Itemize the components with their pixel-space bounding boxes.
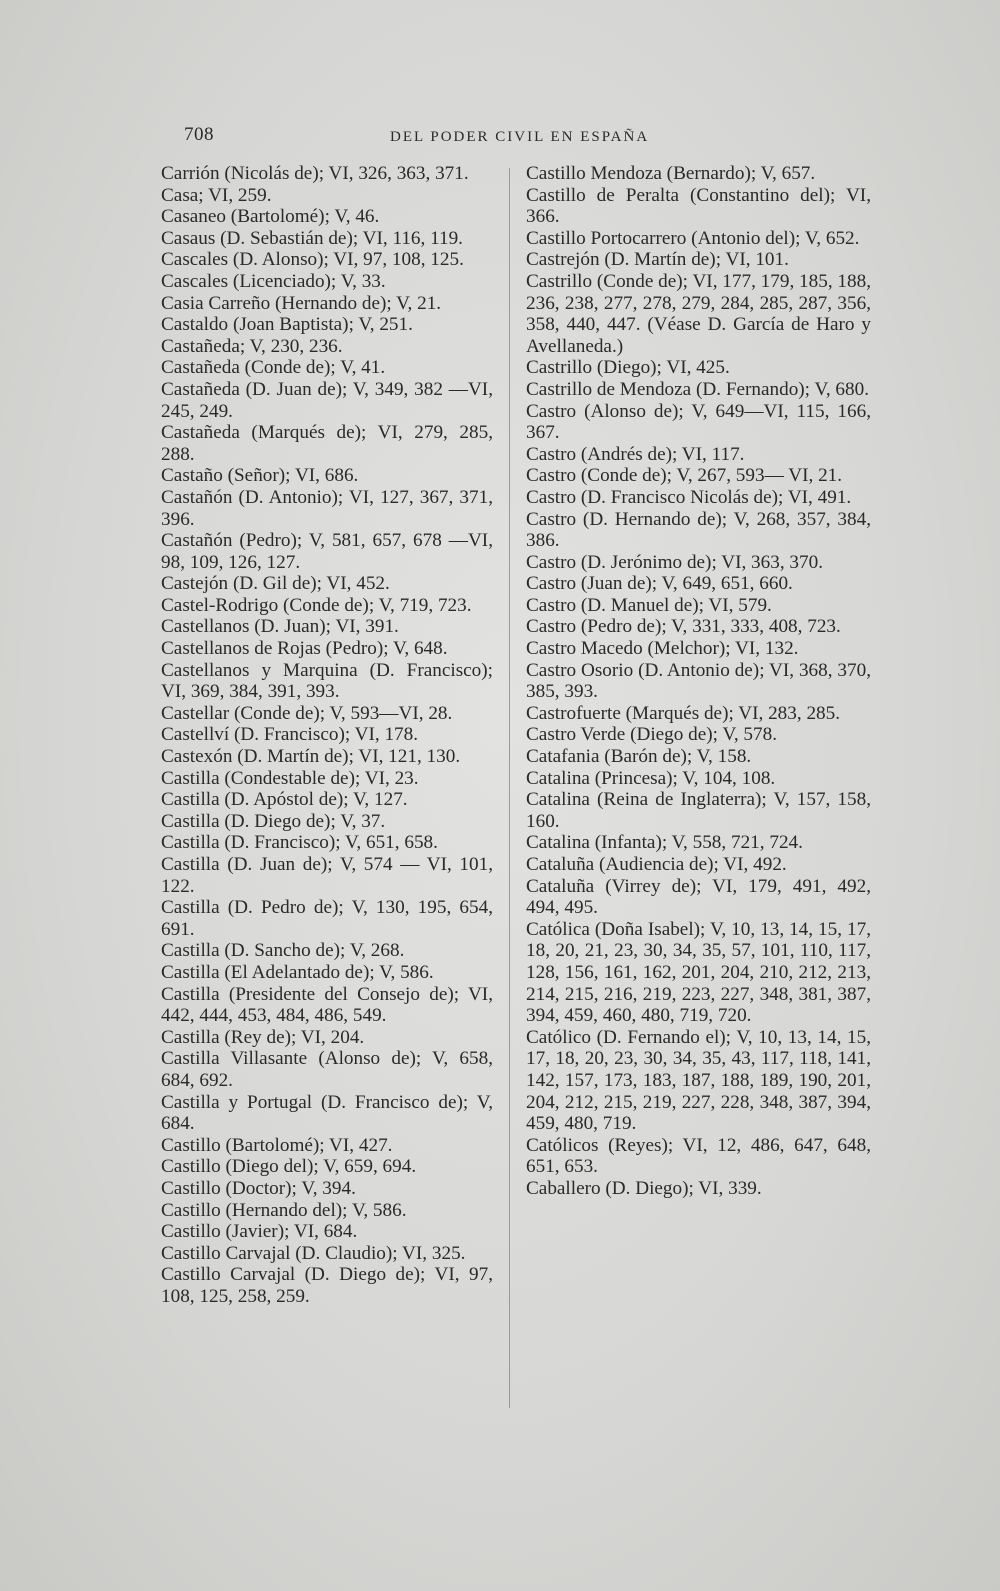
index-entry: Catalina (Princesa); V, 104, 108. bbox=[526, 767, 776, 789]
index-entry: Castilla (Presidente del Consejo de); VI, 442, 444, 453, 484, 486, 549. bbox=[161, 983, 493, 1027]
index-entry: Castro (D. Manuel de); VI, 579. bbox=[526, 594, 772, 616]
index-entry: Casaus (D. Sebastián de); VI, 116, 119. bbox=[161, 227, 463, 249]
index-entry: Castro Macedo (Melchor); VI, 132. bbox=[526, 638, 799, 660]
index-entry: Cascales (Licenciado); V, 33. bbox=[161, 270, 386, 292]
index-entry: Castro (Juan de); V, 649, 651, 660. bbox=[526, 573, 793, 595]
index-entry: Castillo (Diego del); V, 659, 694. bbox=[161, 1156, 417, 1178]
index-entry: Castilla (D. Apóstol de); V, 127. bbox=[161, 789, 408, 811]
index-entry: Castro (Conde de); V, 267, 593— VI, 21. bbox=[526, 465, 843, 487]
index-entry: Castañeda (D. Juan de); V, 349, 382 —VI, 245, 249. bbox=[161, 378, 493, 422]
index-entry: Catalina (Reina de Inglaterra); V, 157, 158, 160. bbox=[526, 789, 871, 832]
index-entry: Castañeda (Marqués de); VI, 279, 285, 288. bbox=[161, 422, 493, 465]
index-entry: Castro (D. Jerónimo de); VI, 363, 370. bbox=[526, 551, 824, 573]
index-entry: Castilla Villasante (Alonso de); V, 658, 684, 692. bbox=[161, 1048, 493, 1091]
index-entry: Castilla (D. Francisco); V, 651, 658. bbox=[161, 832, 438, 854]
index-entry: Castillo Portocarrero (Antonio del); V, 652. bbox=[526, 227, 860, 249]
index-entry: Castrillo (Diego); VI, 425. bbox=[526, 357, 730, 379]
index-entry: Castaldo (Joan Baptista); V, 251. bbox=[161, 314, 413, 336]
index-entry: Castillo de Peralta (Constantino del); VI, 366. bbox=[526, 184, 871, 228]
index-entry: Castillo (Hernando del); V, 586. bbox=[161, 1199, 407, 1221]
index-entry: Católicos (Reyes); VI, 12, 486, 647, 648, 651, 653. bbox=[526, 1134, 871, 1178]
index-entry: Castellanos de Rojas (Pedro); V, 648. bbox=[161, 638, 448, 660]
index-entry: Castañeda; V, 230, 236. bbox=[161, 335, 343, 357]
index-entry: Catalina (Infanta); V, 558, 721, 724. bbox=[526, 832, 803, 854]
index-entry: Castilla (Condestable de); VI, 23. bbox=[161, 767, 419, 789]
index-entry: Castillo (Doctor); V, 394. bbox=[161, 1177, 356, 1199]
index-entry: Castaño (Señor); VI, 686. bbox=[161, 465, 359, 487]
index-entry: Castilla (D. Sancho de); V, 268. bbox=[161, 940, 405, 962]
index-entry: Castillo (Javier); VI, 684. bbox=[161, 1221, 358, 1243]
index-entry: Castellar (Conde de); V, 593—VI, 28. bbox=[161, 702, 453, 724]
index-entry: Castro Osorio (D. Antonio de); VI, 368, 370, 385, 393. bbox=[526, 659, 871, 703]
index-entry: Castellanos y Marquina (D. Francisco); VI, 369, 384, 391, 393. bbox=[161, 659, 493, 703]
index-entry: Casa; VI, 259. bbox=[161, 184, 272, 206]
index-entry: Cataluña (Audiencia de); VI, 492. bbox=[526, 854, 787, 875]
index-entry: Castro (Andrés de); VI, 117. bbox=[526, 443, 745, 465]
index-entry: Castrofuerte (Marqués de); VI, 283, 285. bbox=[526, 702, 841, 724]
left-index-column bbox=[161, 163, 493, 1307]
index-entry: Castilla (D. Pedro de); V, 130, 195, 654, 691. bbox=[161, 897, 493, 940]
index-entry: Cataluña (Virrey de); VI, 179, 491, 492, 494, 495. bbox=[526, 875, 871, 919]
right-index-column bbox=[526, 163, 871, 1200]
index-entry: Castilla y Portugal (D. Francisco de); V, 684. bbox=[161, 1091, 493, 1135]
index-entry: Castañeda (Conde de); V, 41. bbox=[161, 357, 386, 379]
index-entry: Castilla (D. Diego de); V, 37. bbox=[161, 810, 386, 832]
index-entry: Castro (D. Francisco Nicolás de); VI, 491. bbox=[526, 486, 852, 508]
index-entry: Castro Verde (Diego de); V, 578. bbox=[526, 724, 777, 746]
index-entry: Castillo Carvajal (D. Claudio); VI, 325. bbox=[161, 1242, 466, 1264]
index-entry: Castillo Carvajal (D. Diego de); VI, 97, 108, 125, 258, 259. bbox=[161, 1264, 493, 1307]
index-entry: Castilla (El Adelantado de); V, 586. bbox=[161, 961, 434, 983]
index-entry: Castellví (D. Francisco); VI, 178. bbox=[161, 724, 419, 746]
index-entry: Castro (D. Hernando de); V, 268, 357, 384, 386. bbox=[526, 508, 871, 552]
index-entry: Católica (Doña Isabel); V, 10, 13, 14, 15, 17, 18, 20, 21, 23, 30, 34, 35, 57, 101, 110, 117, 128, 156, 161, 162, 201, 204, 210, 212, 213, 214, 215, 216, 219, 223, 227, 348, 381, 387, 394, 459, 460, 480, 719, 720. bbox=[526, 918, 871, 1027]
index-entry: Castrillo (Conde de); VI, 177, 179, 185, 188, 236, 238, 277, 278, 279, 284, 285, 287, 356, 358, 440, 447. (Véase D. García de Haro y Avellaneda.) bbox=[526, 270, 871, 357]
index-entry: Castrillo de Mendoza (D. Fernando); V, 680. bbox=[526, 378, 870, 400]
index-entry: Católico (D. Fernando el); V, 10, 13, 14, 15, 17, 18, 20, 23, 30, 34, 35, 43, 117, 118, 141, 142, 157, 173, 183, 187, 188, 189, 190, 201, 204, 212, 215, 219, 227, 228, 348, 387, 394, 459, 480, 719. bbox=[526, 1026, 871, 1135]
index-entry: Castañón (D. Antonio); VI, 127, 367, 371, 396. bbox=[161, 486, 493, 530]
index-entry: Castillo Mendoza (Bernardo); V, 657. bbox=[526, 163, 816, 184]
index-entry: Carrión (Nicolás de); VI, 326, 363, 371. bbox=[161, 163, 469, 184]
index-entry: Castro (Pedro de); V, 331, 333, 408, 723. bbox=[526, 616, 841, 638]
index-entry: Casaneo (Bartolomé); V, 46. bbox=[161, 206, 380, 228]
index-entry: Cascales (D. Alonso); VI, 97, 108, 125. bbox=[161, 249, 464, 271]
index-entry: Castrejón (D. Martín de); VI, 101. bbox=[526, 249, 789, 271]
index-entry: Castel-Rodrigo (Conde de); V, 719, 723. bbox=[161, 594, 472, 616]
running-title: DEL PODER CIVIL EN ESPAÑA bbox=[390, 129, 650, 145]
index-entry: Castilla (D. Juan de); V, 574 — VI, 101, 122. bbox=[161, 854, 493, 897]
index-entry: Castejón (D. Gil de); VI, 452. bbox=[161, 573, 390, 595]
index-entry: Castilla (Rey de); VI, 204. bbox=[161, 1026, 365, 1048]
index-entry: Castellanos (D. Juan); VI, 391. bbox=[161, 616, 399, 638]
column-divider bbox=[509, 168, 510, 1408]
index-entry: Casia Carreño (Hernando de); V, 21. bbox=[161, 292, 442, 314]
index-entry: Castexón (D. Martín de); VI, 121, 130. bbox=[161, 746, 461, 768]
index-entry: Catafania (Barón de); V, 158. bbox=[526, 746, 752, 768]
index-entry: Castro (Alonso de); V, 649—VI, 115, 166, 367. bbox=[526, 400, 871, 444]
page-number: 708 bbox=[184, 124, 214, 145]
index-entry: Caballero (D. Diego); VI, 339. bbox=[526, 1177, 762, 1199]
index-entry: Castillo (Bartolomé); VI, 427. bbox=[161, 1134, 393, 1156]
index-entry: Castañón (Pedro); V, 581, 657, 678 —VI, 98, 109, 126, 127. bbox=[161, 530, 493, 573]
